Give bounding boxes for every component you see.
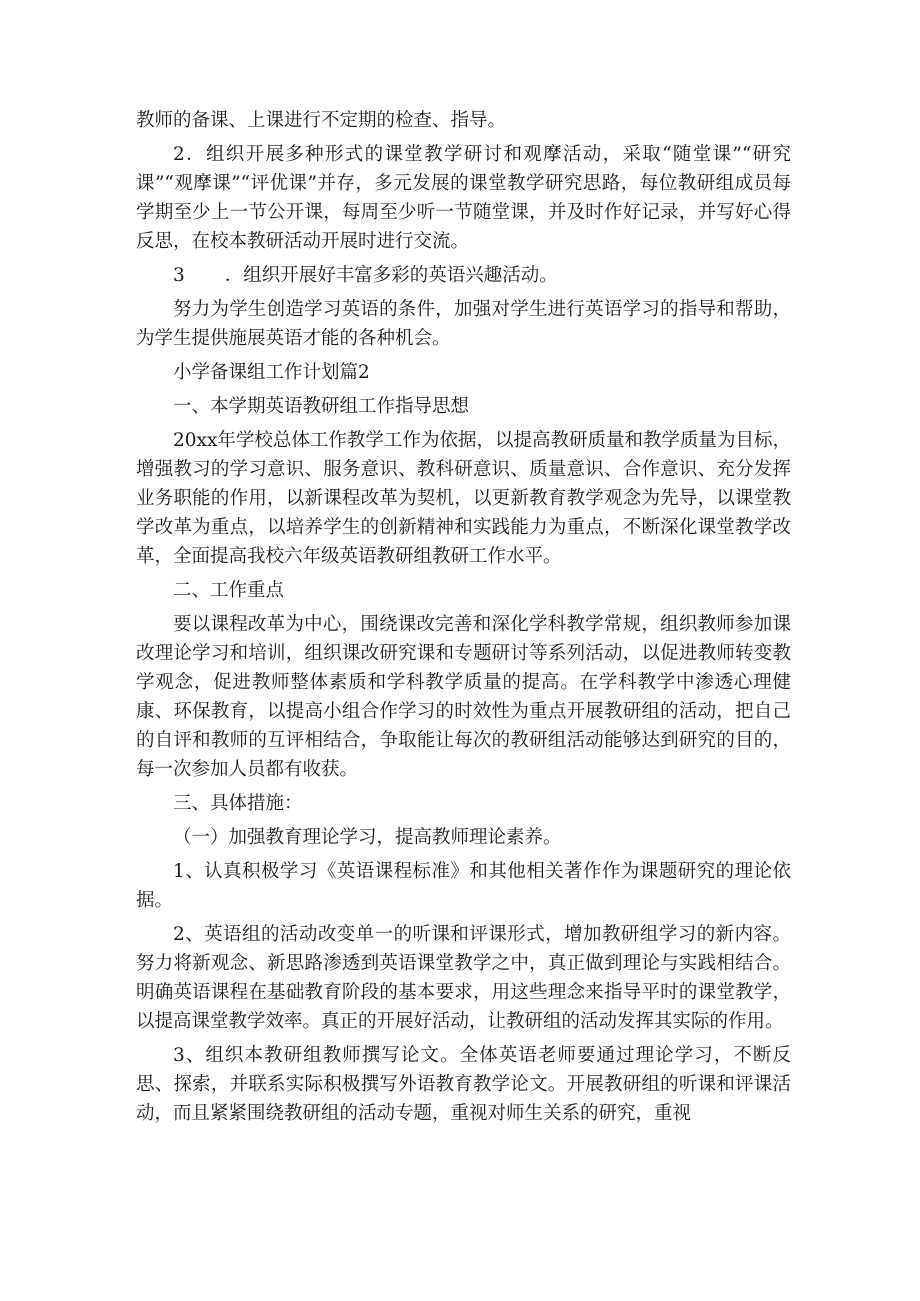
paragraph-item-3	[136, 261, 791, 290]
paragraph-create-conditions: 努力为学生创造学习英语的条件，加强对学生进行英语学习的指导和帮助，为学生提供施展英语才能的各种机会。	[136, 299, 791, 349]
paragraph-measure-1: 1、认真积极学习《英语课程标准》和其他相关著作作为课题研究的理论依据。	[136, 861, 791, 911]
paragraph-measure-2: 2、英语组的活动改变单一的听课和评课形式，增加教研组学习的新内容。努力将新观念、新思路渗透到英语课堂教学之中，真正做到理论与实践相结合。明确英语课程在基础教育阶段的基本要求，用这些理念来指导平时的课堂教学，以提高课堂教学效率。真正的开展好活动，让教研组的活动发挥其实际的作用。	[136, 924, 791, 1032]
heading-work-focus: 二、工作重点	[173, 580, 285, 601]
item-3-text: ．组织开展好丰富多彩的英语兴趣活动。	[224, 265, 558, 286]
paragraph-lesson-prep-check: 教师的备课、上课进行不定期的检查、指导。	[136, 110, 507, 131]
paragraph-item-2: 2．组织开展多种形式的课堂教学研讨和观摩活动，采取“随堂课”“研究课”“观摩课”“评优课”并存，多元发展的课堂教学研究思路，每位教研组成员每学期至少上一节公开课，每周至少听一节随堂课，并及时作好记录，并写好心得反思，在校本教研活动开展时进行交流。	[136, 144, 791, 252]
item-3-number: 3	[173, 265, 185, 286]
heading-specific-measures: 三、具体措施：	[173, 793, 303, 814]
document-page	[136, 106, 791, 1133]
subheading-theory-study: （一）加强教育理论学习，提高教师理论素养。	[173, 827, 562, 848]
heading-guiding-ideology: 一、本学期英语教研组工作指导思想	[173, 396, 470, 417]
paragraph-guiding-ideology: 20xx年学校总体工作教学工作为依据，以提高教研质量和教学质量为目标，增强教习的学习意识、服务意识、教科研意识、质量意识、合作意识、充分发挥业务职能的作用，以新课程改革为契机，以更新教育教学观念为先导，以课堂教学改革为重点，以培养学生的创新精神和实践能力为重点，不断深化课堂教学改革，全面提高我校六年级英语教研组教研工作水平。	[136, 430, 791, 567]
paragraph-work-focus: 要以课程改革为中心，围绕课改完善和深化学科教学常规，组织教师参加课改理论学习和培训，组织课改研究课和专题研讨等系列活动，以促进教师转变教学观念，促进教师整体素质和学科教学质量的提高。在学科教学中渗透心理健康、环保教育，以提高小组合作学习的时效性为重点开展教研组的活动，把自己的自评和教师的互评相结合，争取能让每次的教研组活动能够达到研究的目的，每一次参加人员都有收获。	[136, 614, 791, 780]
section-title-plan-2: 小学备课组工作计划篇2	[173, 362, 370, 383]
paragraph-measure-3: 3、组织本教研组教师撰写论文。全体英语老师要通过理论学习，不断反思、探索，并联系实际积极撰写外语教育教学论文。开展教研组的听课和评课活动，而且紧紧围绕教研组的活动专题，重视对师生关系的研究，重视	[136, 1045, 791, 1124]
